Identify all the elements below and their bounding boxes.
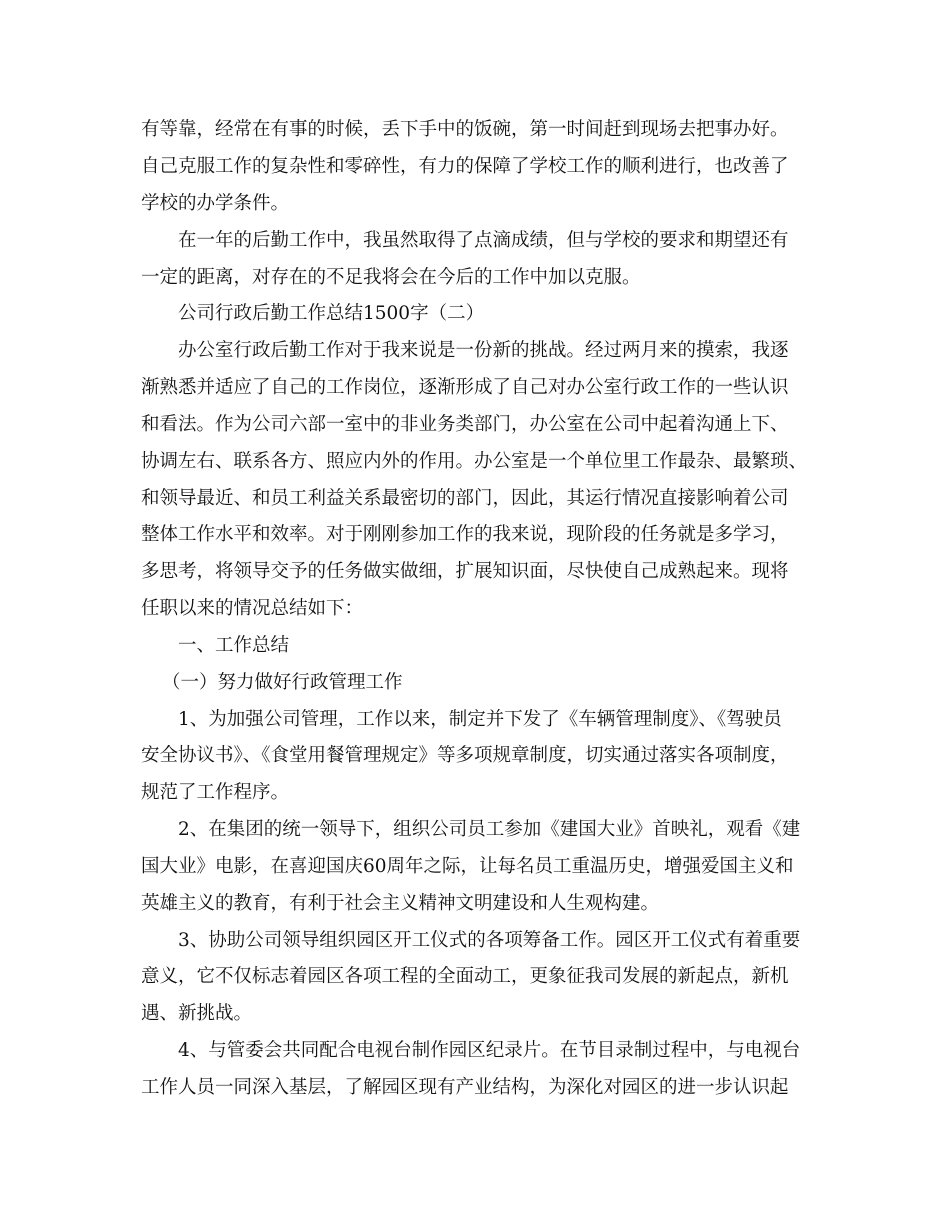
body-line: 多思考，将领导交予的任务做实做细，扩展知识面，尽快使自己成熟起来。现将 xyxy=(141,561,789,582)
body-line: 和领导最近、和员工利益关系最密切的部门，因此，其运行情况直接影响着公司 xyxy=(141,488,789,509)
subheading-admin-management: （一）努力做好行政管理工作 xyxy=(162,672,403,693)
paragraph-first-line: 办公室行政后勤工作对于我来说是一份新的挑战。经过两月来的摸索，我逐 xyxy=(178,340,789,361)
body-line: 一定的距离，对存在的不足我将会在今后的工作中加以克服。 xyxy=(141,267,641,288)
body-line: 自己克服工作的复杂性和零碎性，有力的保障了学校工作的顺利进行，也改善了 xyxy=(141,156,789,177)
paragraph-first-line: 2、在集团的统一领导下，组织公司员工参加《建国大业》首映礼，观看《建 xyxy=(178,819,801,840)
body-line: 安全协议书》、《食堂用餐管理规定》等多项规章制度，切实通过落实各项制度， xyxy=(141,745,789,766)
body-line: 和看法。作为公司六部一室中的非业务类部门，办公室在公司中起着沟通上下、 xyxy=(141,414,789,435)
body-line: 渐熟悉并适应了自己的工作岗位，逐渐形成了自己对办公室行政工作的一些认识 xyxy=(141,377,789,398)
body-line: 规范了工作程序。 xyxy=(141,782,290,803)
body-line: 国大业》电影，在喜迎国庆60周年之际，让每名员工重温历史，增强爱国主义和 xyxy=(141,856,794,877)
body-line: 遇、新挑战。 xyxy=(141,1003,253,1024)
paragraph-first-line: 3、协助公司领导组织园区开工仪式的各项筹备工作。园区开工仪式有着重要 xyxy=(178,930,801,951)
body-line: 任职以来的情况总结如下： xyxy=(141,598,364,619)
body-line: 有等靠，经常在有事的时候，丢下手中的饭碗，第一时间赶到现场去把事办好。 xyxy=(141,119,789,140)
body-line: 学校的办学条件。 xyxy=(141,193,290,214)
paragraph-first-line: 1、为加强公司管理，工作以来，制定并下发了《车辆管理制度》、《驾驶员 xyxy=(178,709,782,730)
section-title: 公司行政后勤工作总结1500字（二） xyxy=(178,303,485,324)
body-line: 意义，它不仅标志着园区各项工程的全面动工，更象征我司发展的新起点，新机 xyxy=(141,966,789,987)
paragraph-first-line: 4、与管委会共同配合电视台制作园区纪录片。在节目录制过程中，与电视台 xyxy=(178,1040,801,1061)
heading-work-summary: 一、工作总结 xyxy=(178,635,290,656)
body-line: 英雄主义的教育，有利于社会主义精神文明建设和人生观构建。 xyxy=(141,893,660,914)
body-line: 协调左右、联系各方、照应内外的作用。办公室是一个单位里工作最杂、最繁琐、 xyxy=(141,451,808,472)
body-line: 工作人员一同深入基层，了解园区现有产业结构，为深化对园区的进一步认识起 xyxy=(141,1077,789,1098)
body-line: 整体工作水平和效率。对于刚刚参加工作的我来说，现阶段的任务就是多学习， xyxy=(141,524,789,545)
paragraph-first-line: 在一年的后勤工作中，我虽然取得了点滴成绩，但与学校的要求和期望还有 xyxy=(178,230,789,251)
